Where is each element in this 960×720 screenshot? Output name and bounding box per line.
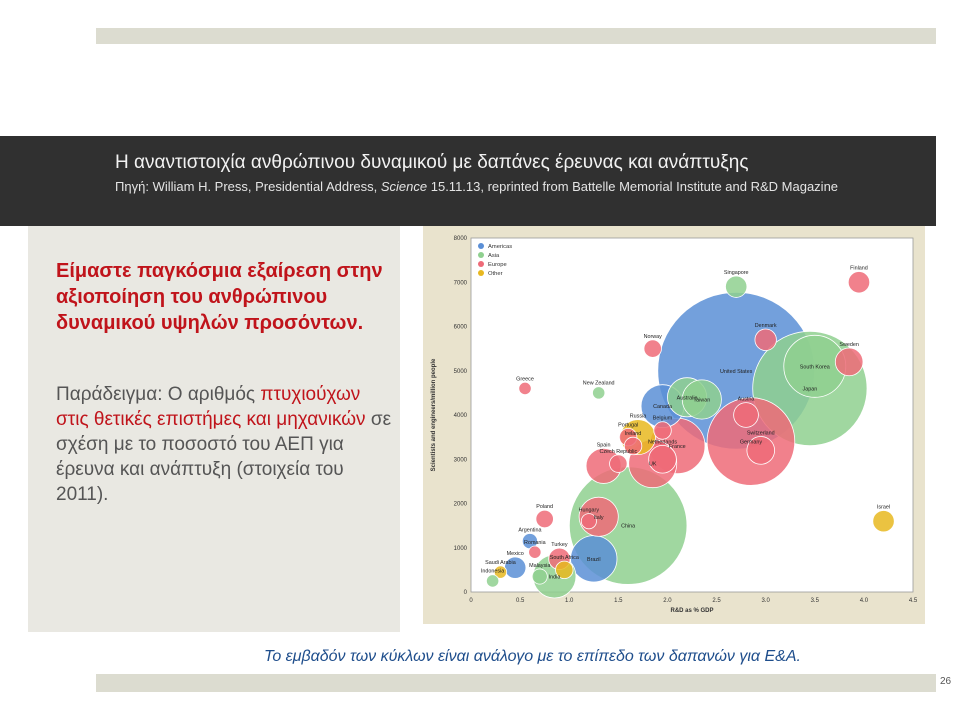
y-tick-label: 3000 [453, 457, 467, 464]
bubble [734, 403, 759, 428]
bubble-label: Spain [596, 442, 611, 449]
bubble [873, 510, 894, 531]
bubble-label: Malaysia [529, 562, 551, 569]
bubble-label: Czech Republic [599, 448, 638, 455]
bubble-label: Israel [876, 504, 891, 511]
legend-label: Americas [488, 244, 513, 250]
bubble [519, 382, 531, 394]
slide-source [115, 178, 905, 195]
title-band [0, 136, 936, 226]
bubble-label: Austria [737, 396, 755, 403]
legend-swatch [478, 270, 484, 276]
bubble [654, 422, 672, 440]
bubble-label: Switzerland [746, 430, 775, 437]
legend-swatch [478, 261, 484, 267]
bubble-label: Portugal [618, 422, 639, 429]
x-tick-label: 1.5 [614, 598, 623, 604]
caption: Το εμβαδόν των κύκλων είναι ανάλογο με το επίπεδο των δαπανών για Ε&Α. [264, 648, 801, 665]
bubble-label: Saudi Arabia [485, 559, 516, 566]
bubble-label: China [621, 523, 636, 530]
x-tick-label: 1.0 [565, 598, 574, 604]
top-decor-bar [96, 28, 936, 44]
bubble-label: Turkey [551, 542, 568, 549]
body-part1: Παράδειγμα: Ο αριθμός [56, 384, 261, 405]
bubble-label: New Zealand [582, 380, 615, 387]
y-tick-label: 1000 [453, 545, 467, 552]
bubble [835, 348, 863, 376]
slide-title: Η αναντιστοιχία ανθρώπινου δυναμικού με δαπάνες έρευνας και ανάπτυξης [115, 152, 749, 173]
bubble [486, 575, 498, 587]
bubble-label: Argentina [518, 527, 542, 534]
bubble-label: South Korea [799, 364, 830, 371]
bubble [529, 546, 541, 558]
bubble-label: UK [648, 461, 657, 468]
bubble-label: Hungary [578, 507, 600, 514]
y-tick-label: 5000 [453, 368, 467, 375]
bubble-label: Denmark [754, 323, 777, 330]
bubble [610, 455, 628, 473]
bubble-label: France [668, 443, 686, 450]
bubble-label: Sweden [839, 342, 859, 349]
x-tick-label: 3.5 [810, 598, 819, 604]
bottom-decor-bar [96, 674, 936, 692]
bubble-label: Canada [653, 404, 672, 411]
x-tick-label: 4.0 [859, 598, 869, 604]
bubble-label: Germany [739, 439, 763, 446]
legend-label: Europe [488, 262, 507, 268]
headline: Είμαστε παγκόσμια εξαίρεση στην αξιοποίηση του ανθρώπινου δυναμικού υψηλών προσόντων. [56, 260, 383, 334]
page-number: 26 [940, 676, 952, 687]
bubble-label: Greece [516, 376, 534, 383]
bubble-label: India [548, 574, 561, 581]
x-tick-label: 3.0 [761, 598, 770, 604]
bubble-chart [423, 226, 925, 624]
body-text [56, 382, 396, 507]
x-tick-label: 0 [469, 598, 473, 604]
bubble [848, 272, 869, 293]
legend-label: Other [488, 271, 503, 277]
x-tick-label: 0.5 [515, 598, 525, 604]
y-axis-label: Scientists and engineers/million people [431, 358, 437, 472]
bubble [644, 340, 662, 358]
x-tick-label: 2.0 [663, 598, 672, 604]
bubble-label: South Africa [549, 555, 579, 562]
y-tick-label: 4000 [453, 413, 467, 419]
bubble-label: Italy [593, 514, 604, 521]
bubble [532, 569, 547, 584]
x-tick-label: 4.5 [908, 598, 918, 604]
chart-frame [423, 226, 925, 624]
x-axis-label: R&D as % GDP [670, 608, 714, 614]
bubble-label: Ireland [624, 431, 642, 438]
body-highlight: πτυχιούχων στις θετικές επιστήμες και μηχανικών [56, 384, 366, 430]
y-tick-label: 8000 [453, 236, 467, 242]
bubble [536, 510, 554, 528]
bubble-label: Poland [536, 504, 554, 511]
source-prefix: Πηγή: William H. Press, Presidential Address, [115, 179, 381, 194]
y-tick-label: 6000 [453, 324, 467, 331]
y-tick-label: 7000 [453, 280, 467, 287]
bubble-label: Singapore [723, 269, 749, 276]
bubble-label: Mexico [506, 550, 524, 557]
bubble [755, 329, 776, 350]
source-suffix: 15.11.13, reprinted from Battelle Memorial Institute and R&D Magazine [427, 179, 839, 194]
bubble-label: Taiwan [693, 397, 711, 404]
bubble [592, 387, 604, 399]
source-journal: Science [380, 179, 428, 194]
left-text-panel [28, 226, 400, 632]
bubble-label: Russia [629, 413, 647, 420]
legend-swatch [478, 252, 484, 258]
legend-label: Asia [488, 253, 500, 259]
body-part2: σε σχέση με το ποσοστό του ΑΕΠ για έρευνα και ανάπτυξη (στοιχεία του 2011). [56, 409, 392, 505]
y-tick-label: 2000 [453, 501, 467, 508]
bubble-label: Indonesia [480, 568, 505, 575]
bubble-label: Brazil [587, 556, 601, 563]
bubble-label: Romania [524, 539, 546, 546]
y-tick-label: 0 [463, 590, 467, 596]
bubble-label: United States [720, 368, 753, 375]
bubble-label: Netherlands [647, 439, 678, 446]
x-tick-label: 2.5 [712, 598, 721, 604]
bubble [725, 276, 746, 297]
legend-swatch [478, 243, 484, 249]
bubble-label: Norway [643, 333, 662, 340]
bubble-label: Finland [850, 265, 868, 272]
bubble-label: Australia [676, 395, 698, 402]
bubble-label: Japan [802, 386, 818, 393]
bubble-label: Belgium [652, 415, 673, 422]
